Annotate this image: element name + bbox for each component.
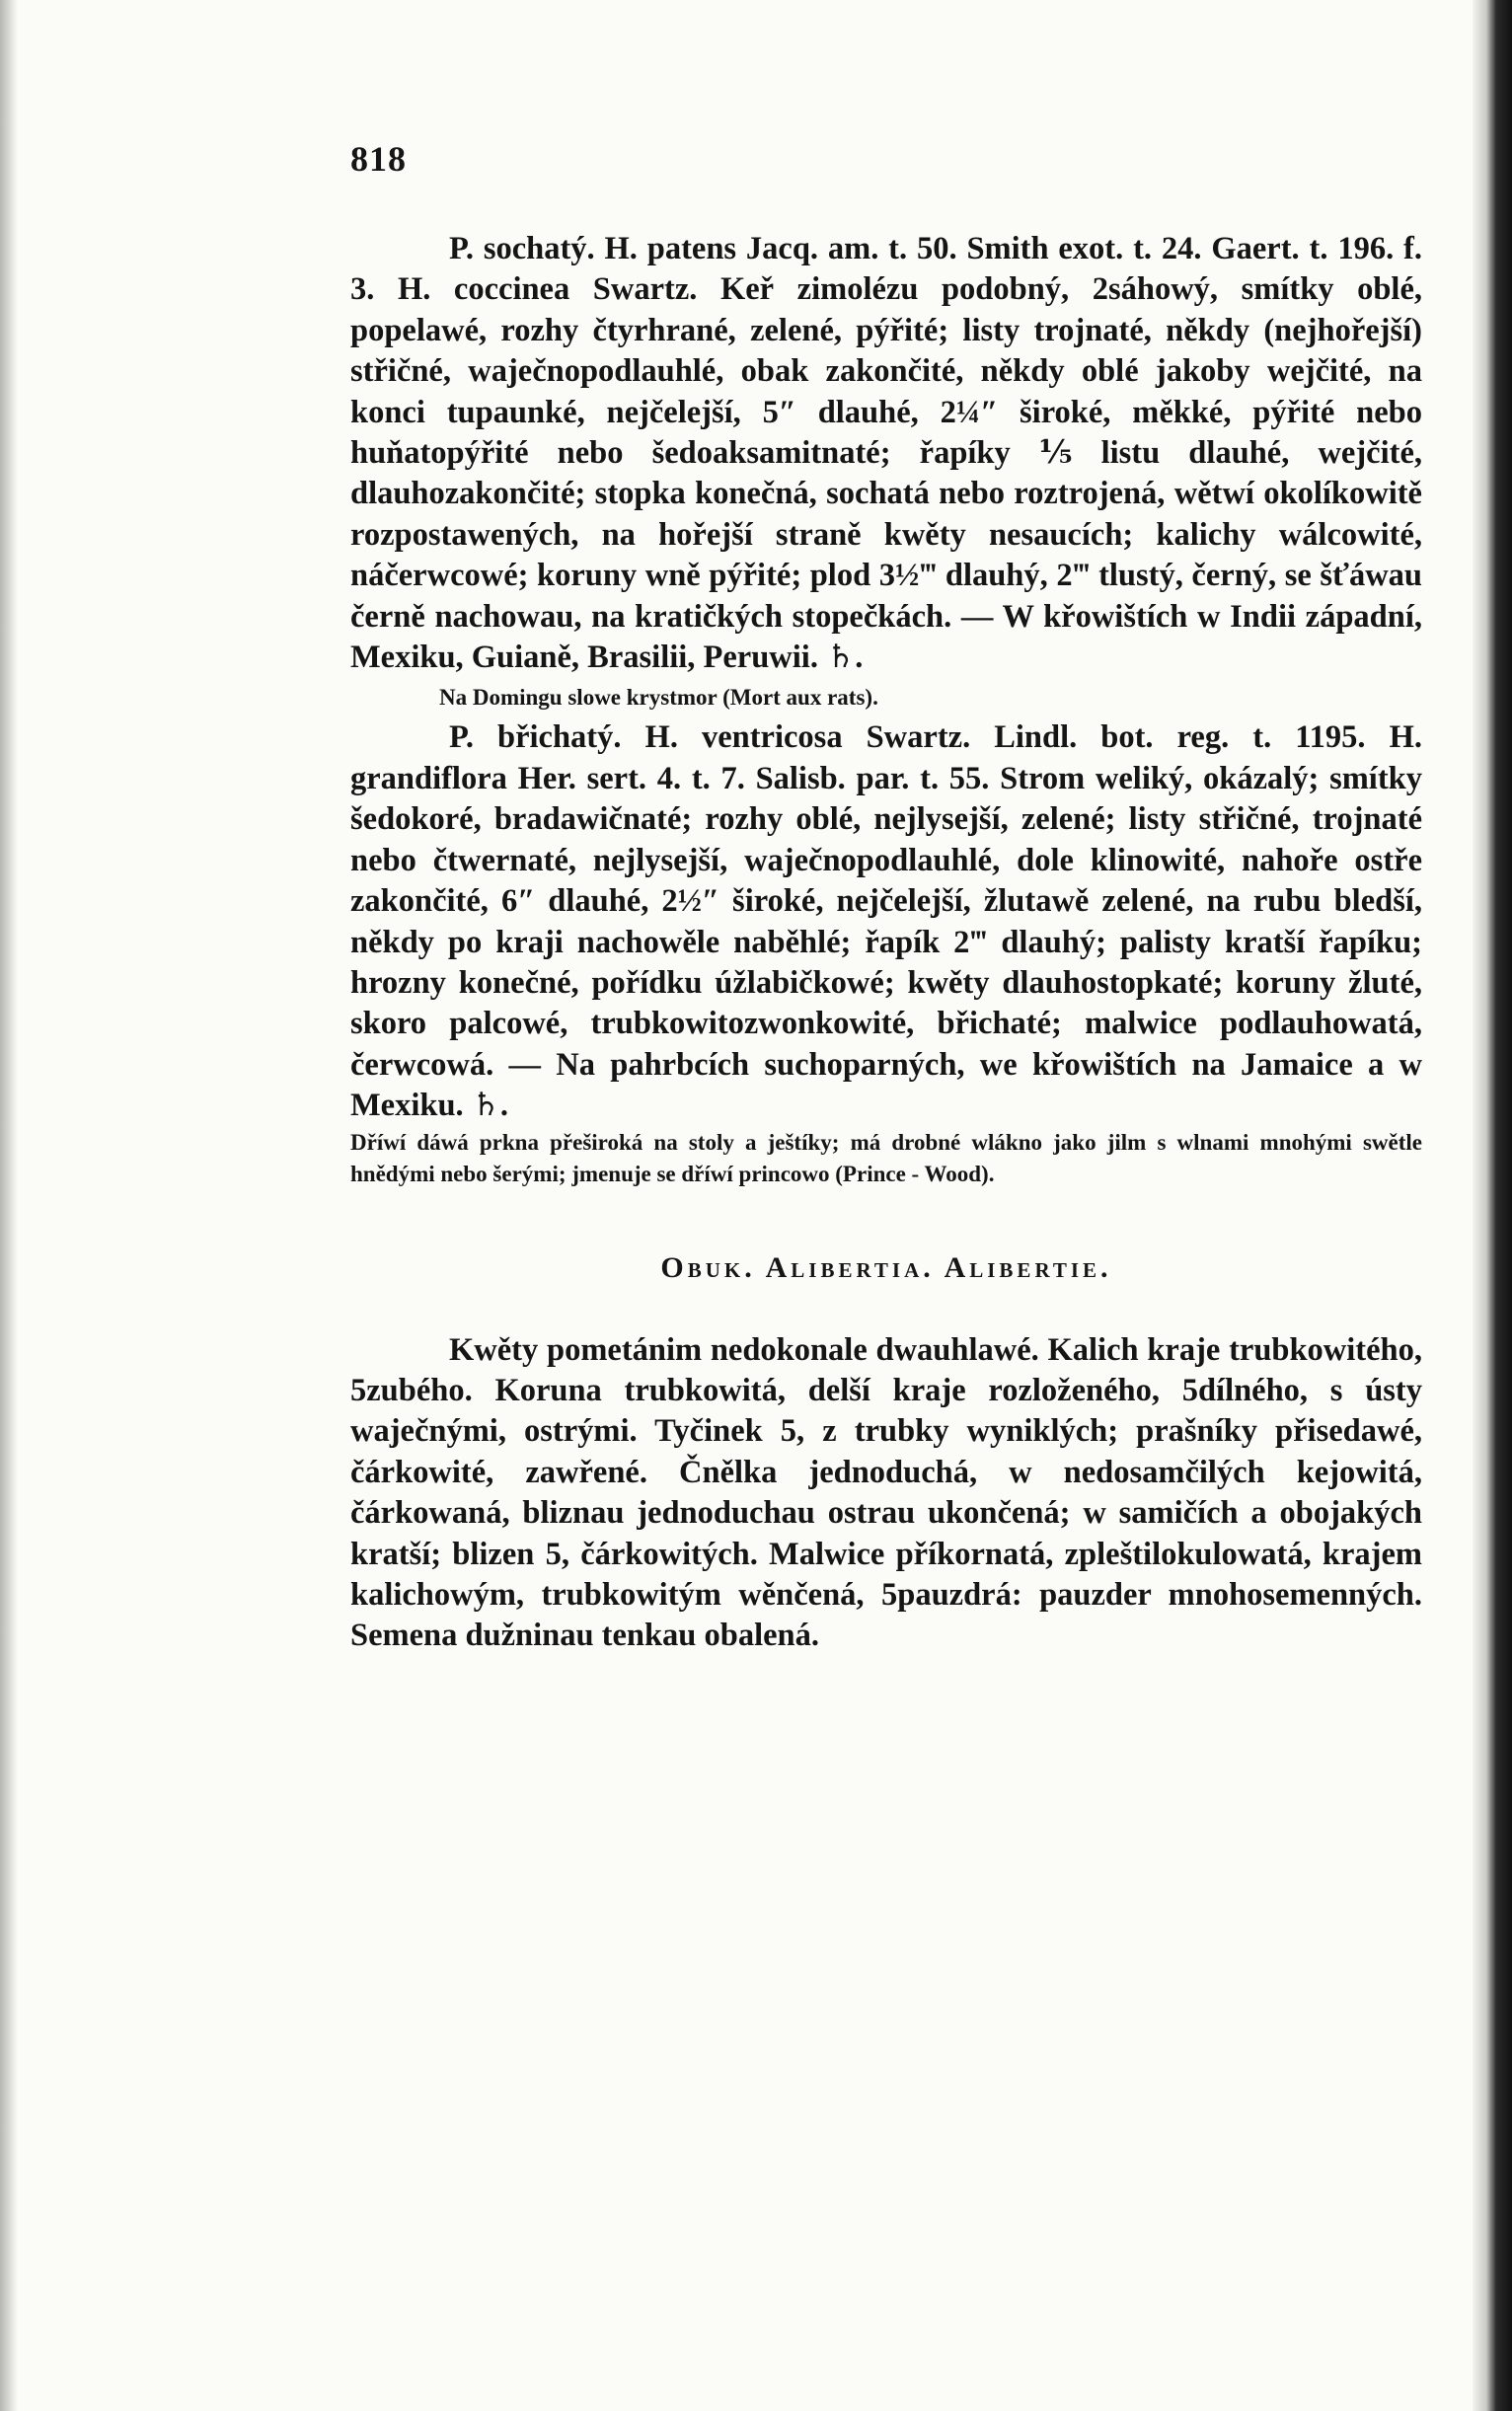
page-left-edge-shadow — [0, 0, 18, 2411]
entry-note: Na Domingu slowe krystmor (Mort aux rats). — [439, 685, 878, 711]
entry-paragraph: P. sochatý. H. patens Jacq. am. t. 50. Smith exot. t. 24. Gaert. t. 196. f. 3. H. coccinea Swartz. Keř zimolézu podobný, 2sáhowý, smítky oblé, popelawé, rozhy čtyrhrané, zelené, pýřité; listy trojnaté, někdy (nejhořejší) střičné, waječnopodlauhlé, obak zakončité, někdy oblé jakoby wejčité, na konci tupaunké, nejčelejší, 5″ dlauhé, 2¼″ široké, měkké, pýřité nebo huňatopýřité nebo šedoaksamitnaté; řapíky ⅕ listu dlauhé, wejčité, dlauhozakončité; stopka konečná, sochatá nebo roztrojená, wětwí okolíkowitě rozpostawených, na hořejší straně kwěty nesaucích; kalichy wálcowité, náčerwcowé; koruny wně pýřité; plod 3½‴ dlauhý, 2‴ tlustý, černý, se šťáwau černě nachowau, na kratičkých stopečkách. — W křowištích w Indii západní, Mexiku, Guianě, Brasilii, Peruwii. ♄. — [350, 231, 1422, 676]
page-content — [350, 138, 1422, 1657]
page-number: 818 — [350, 139, 407, 179]
entry-paragraph: P. břichatý. H. ventricosa Swartz. Lindl. bot. reg. t. 1195. H. grandiflora Her. sert. 4. t. 7. Salisb. par. t. 55. Strom weliký, okázalý; smítky šedokoré, bradawičnaté; rozhy oblé, nejlysejší, zelené; listy střičné, trojnaté nebo čtwernaté, nejlysejší, waječnopodlauhlé, dole klinowité, nahoře ostře zakončité, 6″ dlauhé, 2½″ široké, nejčelejší, žlutawě zelené, na rubu bledší, někdy po kraji nachowěle naběhlé; řapík 2‴ dlauhý; palisty kratší řapíku; hrozny konečné, pořídku úžlabičkowé; kwěty dlauhostopkaté; koruny žluté, skoro palcowé, trubkowitozwonkowité, břichaté; malwice podlauhowatá, čerwcowá. — Na pahrbcích suchoparných, we křowištích na Jamaice a w Mexiku. ♄. — [350, 719, 1422, 1124]
entry-note: Dříwí dáwá prkna přeširoká na stoly a ještíky; má drobné wlákno jako jilm s wlnami mnohými swětle hnědými nebo šerými; jmenuje se dříwí princowo (Prince - Wood). — [350, 1129, 1422, 1186]
genus-description: Kwěty pometánim nedokonale dwauhlawé. Kalich kraje trubkowitého, 5zubého. Koruna trubkowitá, delší kraje rozloženého, 5dílného, s ústy waječnými, ostrými. Tyčinek 5, z trubky wyniklých; prašníky přisedawé, čárkowité, zawřené. Čnělka jednoduchá, w nedosamčilých kejowitá, čárkowaná, bliznau jednoduchau ostrau ukončená; w samičích a obojakých kratší; blizen 5, čárkowitých. Malwice příkornatá, zpleštilokulowatá, krajem kalichowým, trubkowitým wěnčená, 5pauzdrá: pauzder mnohosemenných. Semena dužninau tenkau obalená. — [350, 1331, 1422, 1654]
page-right-edge-shadow — [1473, 0, 1512, 2411]
section-heading: Obuk. Alibertia. Alibertie. — [660, 1250, 1112, 1284]
